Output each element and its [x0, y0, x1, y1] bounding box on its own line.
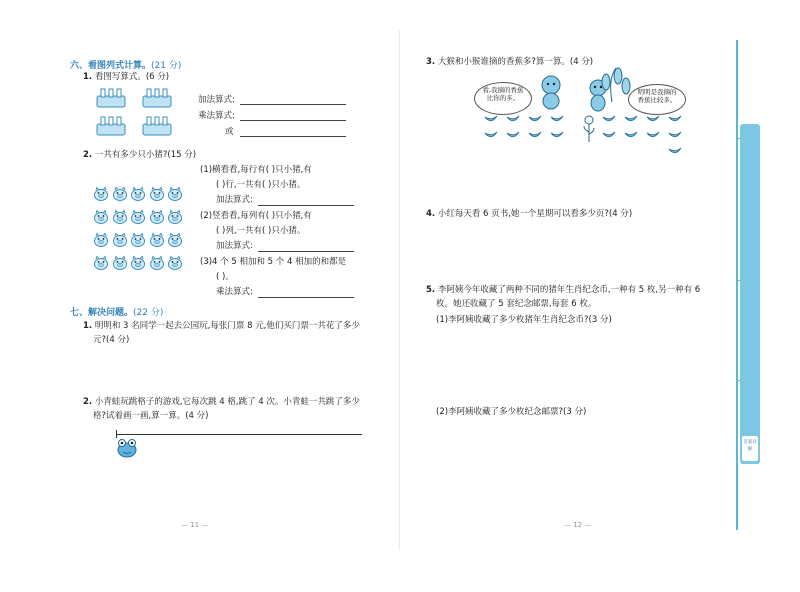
q1-addition-label: 加法算式: — [198, 95, 235, 105]
bubble-2-text: 明明是我摘的香蕉比较多。 — [637, 88, 677, 104]
tab-badge-text: 答案详解 — [743, 440, 757, 452]
q2-part3-line1: (3)4 个 5 相加和 5 个 4 相加的和都是 — [200, 257, 347, 267]
banana-icon — [550, 114, 564, 124]
pig-icon — [112, 255, 128, 271]
cake-icon — [96, 116, 126, 136]
q1-multiplication-label: 乘法算式: — [198, 111, 235, 121]
pig-icon — [149, 232, 165, 248]
pig-icon — [130, 232, 146, 248]
question-6-text: 小红每天看 6 页书,她一个星期可以看多少页?(4 分) — [437, 209, 633, 219]
pig-icon — [130, 186, 146, 202]
pig-icon — [167, 232, 183, 248]
pig-icon — [112, 232, 128, 248]
q2-part2-line2: ( )列,一共有( )只小猪。 — [216, 226, 306, 236]
answer-explanation-badge[interactable] — [742, 436, 758, 461]
question-2-text: 一共有多少只小猪?(15 分) — [94, 150, 197, 160]
question-7-line2: 枚。她还收藏了 5 套纪念邮票,每套 6 枚。 — [436, 299, 597, 309]
pig-icon — [93, 186, 109, 202]
bubble-1-text: 看,我摘的香蕉比你的多。 — [482, 86, 524, 102]
q2-part2-addition-label: 加法算式: — [216, 241, 253, 251]
question-3 — [83, 320, 360, 333]
banana-icon — [624, 114, 638, 124]
pig-icon — [149, 255, 165, 271]
banana-icon — [668, 114, 682, 124]
q2-part1-addition-label: 加法算式: — [216, 195, 253, 205]
q2-part1-line1: (1)横看看,每行有( )只小猪,有 — [200, 165, 312, 175]
banana-icon — [602, 114, 616, 124]
pig-icon — [112, 209, 128, 225]
question-1 — [83, 71, 169, 84]
banana-icon — [646, 114, 660, 124]
banana-icon — [506, 114, 520, 124]
cake-icon — [142, 88, 172, 108]
pig-icon — [93, 232, 109, 248]
pig-icon — [93, 209, 109, 225]
section-7-heading — [70, 305, 163, 318]
pig-icon — [130, 255, 146, 271]
question-3-line2: 元?(4 分) — [93, 335, 130, 345]
pig-icon — [167, 186, 183, 202]
side-tab[interactable] — [740, 124, 760, 464]
section-6-title: 六、看图列式计算。 — [70, 61, 152, 71]
pig-icon — [167, 255, 183, 271]
q1-or-label: 或 — [225, 127, 234, 137]
page-number: — 11 — — [181, 521, 209, 529]
banana-icon — [506, 130, 520, 140]
frog-number-line[interactable] — [116, 434, 362, 435]
question-7-number: 5. — [426, 285, 436, 295]
section-7-title: 七、解决问题。 — [70, 308, 134, 318]
q1-multiplication-answer-line-1[interactable] — [240, 120, 346, 121]
banana-icon — [646, 130, 660, 140]
banana-icon — [528, 114, 542, 124]
pig-icon — [167, 209, 183, 225]
section-7-points: (22 分) — [133, 308, 164, 318]
question-5-number: 3. — [426, 57, 436, 67]
q1-multiplication-answer-line-2[interactable] — [240, 136, 346, 137]
question-7-part1: (1)李阿姨收藏了多少枚猪年生肖纪念币?(3 分) — [436, 315, 612, 325]
question-4 — [83, 396, 360, 409]
q2-part2-line1: (2)竖看看,每列有( )只小猪,有 — [200, 211, 312, 221]
banana-icon — [602, 130, 616, 140]
question-2 — [83, 149, 196, 162]
question-2-number: 2. — [83, 150, 93, 160]
cake-icon — [96, 88, 126, 108]
question-5-text: 大猴和小猴谁摘的香蕉多?算一算。(4 分) — [437, 57, 594, 67]
question-3-number: 1. — [83, 321, 93, 331]
pig-icon — [112, 186, 128, 202]
banana-icon — [528, 130, 542, 140]
question-1-number: 1. — [83, 72, 93, 82]
side-tab-strip — [736, 40, 738, 530]
question-4-line1: 小青蛙玩跳格子的游戏,它每次跳 4 格,跳了 4 次。小青蛙一共跳了多少 — [94, 397, 360, 407]
question-1-text: 看图写算式。(6 分) — [94, 72, 170, 82]
banana-icon — [484, 130, 498, 140]
question-7-part2: (2)李阿姨收藏了多少枚纪念邮票?(3 分) — [436, 407, 587, 417]
q2-part1-answer-line[interactable] — [258, 205, 354, 206]
section-6-points: (21 分) — [151, 61, 182, 71]
flower-icon — [582, 114, 596, 144]
q1-addition-answer-line[interactable] — [240, 104, 346, 105]
speech-bubble-big-monkey — [474, 82, 532, 115]
q2-part1-line2: ( )行,一共有( )只小猪。 — [216, 180, 306, 190]
question-6 — [426, 208, 632, 221]
banana-icon — [624, 130, 638, 140]
question-4-number: 2. — [83, 397, 93, 407]
number-line-start-tick — [116, 430, 117, 438]
banana-icon — [484, 114, 498, 124]
pig-icon — [130, 209, 146, 225]
question-7 — [426, 284, 700, 297]
question-6-number: 4. — [426, 209, 436, 219]
pig-icon — [149, 186, 165, 202]
cake-icon — [142, 116, 172, 136]
question-3-line1: 明明和 3 名同学一起去公园玩,每张门票 8 元,他们买门票一共花了多少 — [94, 321, 360, 331]
pig-icon — [93, 255, 109, 271]
speech-bubble-small-monkey — [628, 84, 686, 115]
pig-icon — [149, 209, 165, 225]
frog-icon — [116, 438, 138, 458]
banana-icon — [668, 130, 682, 140]
q2-part3-line2: ( )。 — [216, 272, 234, 282]
question-7-line1: 李阿姨今年收藏了两种不同的猪年生肖纪念币,一种有 5 枚,另一种有 6 — [437, 285, 701, 295]
q2-part3-multiplication-label: 乘法算式: — [216, 287, 253, 297]
section-6-heading — [70, 58, 181, 71]
question-4-line2: 格?试着画一画,算一算。(4 分) — [93, 411, 209, 421]
q2-part2-answer-line[interactable] — [258, 251, 354, 252]
banana-icon — [668, 146, 682, 156]
q2-part3-answer-line[interactable] — [258, 297, 354, 298]
banana-icon — [550, 130, 564, 140]
page-number: — 12 — — [564, 521, 592, 529]
